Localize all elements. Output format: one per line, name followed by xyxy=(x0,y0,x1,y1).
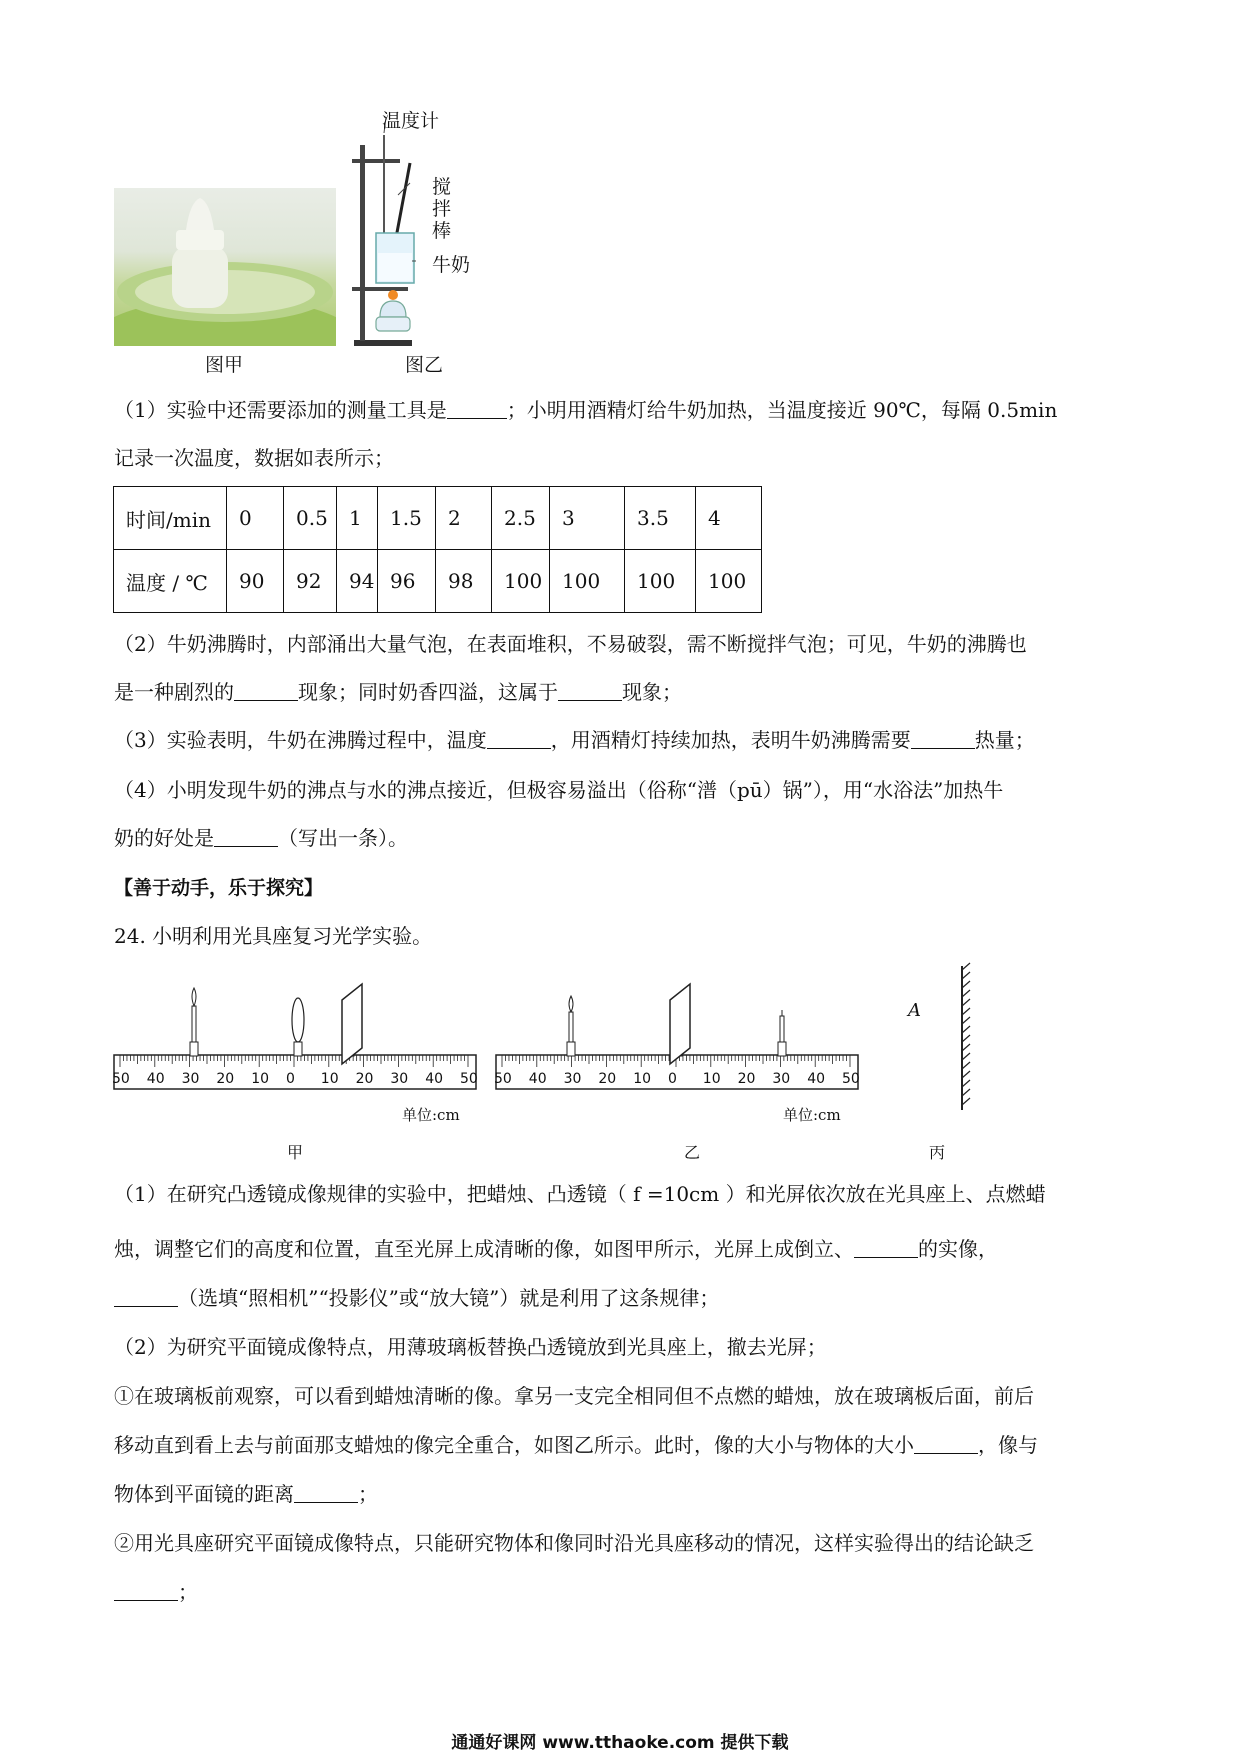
table-cell: 2.5 xyxy=(492,487,550,550)
ruler-tick-label: 30 xyxy=(563,1071,582,1087)
ruler-tick-label: 20 xyxy=(355,1071,374,1087)
q24-part1-line2: 烛，调整它们的高度和位置，直至光屏上成清晰的像，如图甲所示，光屏上成倒立、 的实像， xyxy=(114,1237,998,1261)
unit-label-jia: 单位:cm xyxy=(402,1106,460,1124)
ruler-tick-label: 20 xyxy=(737,1071,756,1087)
ruler-tick-label: 20 xyxy=(216,1071,235,1087)
fig-caption-yi: 乙 xyxy=(684,1143,701,1162)
footer: 通通好课网 www.tthaoke.com 提供下载 xyxy=(451,1733,789,1753)
fig-caption-bing: 丙 xyxy=(929,1143,946,1162)
table-cell: 100 xyxy=(625,550,696,613)
fig-caption-jia: 甲 xyxy=(287,1143,304,1162)
ruler-labels-yi xyxy=(494,1071,864,1093)
table-cell: 90 xyxy=(227,550,284,613)
q23-part2-line1: （2）牛奶沸腾时，内部涌出大量气泡，在表面堆积，不易破裂，需不断搅拌气泡；可见，牛奶的沸腾也 xyxy=(114,632,1027,656)
milk-bottle-photo xyxy=(114,188,336,346)
fig-yi-caption: 图乙 xyxy=(405,354,444,376)
ruler-tick-label: 40 xyxy=(528,1071,547,1087)
q24-part2-line1: （2）为研究平面镜成像特点，用薄玻璃板替换凸透镜放到光具座上，撤去光屏； xyxy=(114,1335,827,1359)
table-row xyxy=(114,487,762,550)
table-cell: 0 xyxy=(227,487,284,550)
q24-title: 24. 小明利用光具座复习光学实验。 xyxy=(114,924,433,948)
table-header-temperature: 温度 / ℃ xyxy=(114,550,227,613)
ruler-tick-label: 0 xyxy=(286,1071,295,1087)
q23-part1-line2: 记录一次温度，数据如表所示； xyxy=(114,446,394,470)
table-cell: 0.5 xyxy=(284,487,337,550)
table-cell: 100 xyxy=(550,550,625,613)
q23-part4-line1: （4）小明发现牛奶的沸点与水的沸点接近，但极容易溢出（俗称“潽（pū）锅”），用“水浴法”加热牛 xyxy=(114,778,1004,802)
q23-part3: （3）实验表明，牛奶在沸腾过程中，温度 ，用酒精灯持续加热，表明牛奶沸腾需要 热量； xyxy=(114,728,1035,752)
ruler-tick-label: 10 xyxy=(251,1071,270,1087)
ruler-tick-label: 30 xyxy=(181,1071,200,1087)
label-thermometer: 温度计 xyxy=(382,110,440,132)
q24-part2-sub1-line2: 移动直到看上去与前面那支蜡烛的像完全重合，如图乙所示。此时，像的大小与物体的大小 ，像与 xyxy=(114,1433,1038,1457)
q24-part1-line3: （选填“照相机”“投影仪”或“放大镜”）就是利用了这条规律； xyxy=(114,1284,719,1312)
table-cell: 100 xyxy=(696,550,762,613)
ruler-labels-jia xyxy=(112,1071,482,1093)
table-header-time: 时间/min xyxy=(114,487,227,550)
q23-part2-line2: 是一种剧烈的 现象；同时奶香四溢，这属于 现象； xyxy=(114,680,682,704)
table-cell: 96 xyxy=(378,550,436,613)
ruler-tick-label: 10 xyxy=(320,1071,339,1087)
ruler-tick-label: 30 xyxy=(390,1071,409,1087)
table-cell: 100 xyxy=(492,550,550,613)
temperature-table xyxy=(113,486,762,613)
q24-part1-line1: （1）在研究凸透镜成像规律的实验中，把蜡烛、凸透镜（ f =10cm ）和光屏依次放在光具座上、点燃蜡 xyxy=(114,1182,1046,1206)
plane-mirror-diagram xyxy=(950,960,1010,1120)
q24-part2-sub1-line1: ①在玻璃板前观察，可以看到蜡烛清晰的像。拿另一支完全相同但不点燃的蜡烛，放在玻璃板后面，前后 xyxy=(114,1384,1034,1408)
ruler-tick-label: 40 xyxy=(425,1071,444,1087)
fig-jia-caption: 图甲 xyxy=(205,354,244,376)
table-cell: 94 xyxy=(337,550,378,613)
ruler-tick-label: 50 xyxy=(112,1071,130,1087)
ruler-tick-label: 20 xyxy=(598,1071,617,1087)
unit-label-yi: 单位:cm xyxy=(783,1106,841,1124)
q24-part2-sub1-line3: 物体到平面镜的距离 ； xyxy=(114,1482,378,1506)
ruler-tick-label: 30 xyxy=(772,1071,791,1087)
point-a-label: A xyxy=(908,1000,921,1021)
table-cell: 3.5 xyxy=(625,487,696,550)
ruler-tick-label: 40 xyxy=(807,1071,826,1087)
table-cell: 1 xyxy=(337,487,378,550)
label-milk: 牛奶 xyxy=(432,254,471,276)
label-stirring-rod: 搅 拌 棒 xyxy=(432,176,452,242)
q24-part2-sub2-line1: ②用光具座研究平面镜成像特点，只能研究物体和像同时沿光具座移动的情况，这样实验得出的结论缺乏 xyxy=(114,1531,1034,1555)
table-cell: 1.5 xyxy=(378,487,436,550)
q23-part4-line2: 奶的好处是 （写出一条）。 xyxy=(114,826,408,850)
table-cell: 4 xyxy=(696,487,762,550)
table-cell: 2 xyxy=(436,487,492,550)
table-cell: 98 xyxy=(436,550,492,613)
ruler-tick-label: 40 xyxy=(146,1071,165,1087)
ruler-tick-label: 50 xyxy=(460,1071,478,1087)
q24-part2-sub2-line2: ； xyxy=(114,1578,198,1606)
ruler-tick-label: 10 xyxy=(702,1071,721,1087)
boiling-apparatus-diagram xyxy=(340,105,480,350)
q23-part1-line1: （1）实验中还需要添加的测量工具是 ；小明用酒精灯给牛奶加热，当温度接近 90℃，每隔 0.5min xyxy=(114,398,1058,422)
ruler-tick-label: 50 xyxy=(494,1071,512,1087)
ruler-tick-label: 10 xyxy=(633,1071,652,1087)
section-heading: 【善于动手，乐于探究】 xyxy=(114,877,324,899)
table-cell: 3 xyxy=(550,487,625,550)
table-row xyxy=(114,550,762,613)
ruler-tick-label: 0 xyxy=(668,1071,677,1087)
ruler-tick-label: 50 xyxy=(842,1071,860,1087)
table-cell: 92 xyxy=(284,550,337,613)
